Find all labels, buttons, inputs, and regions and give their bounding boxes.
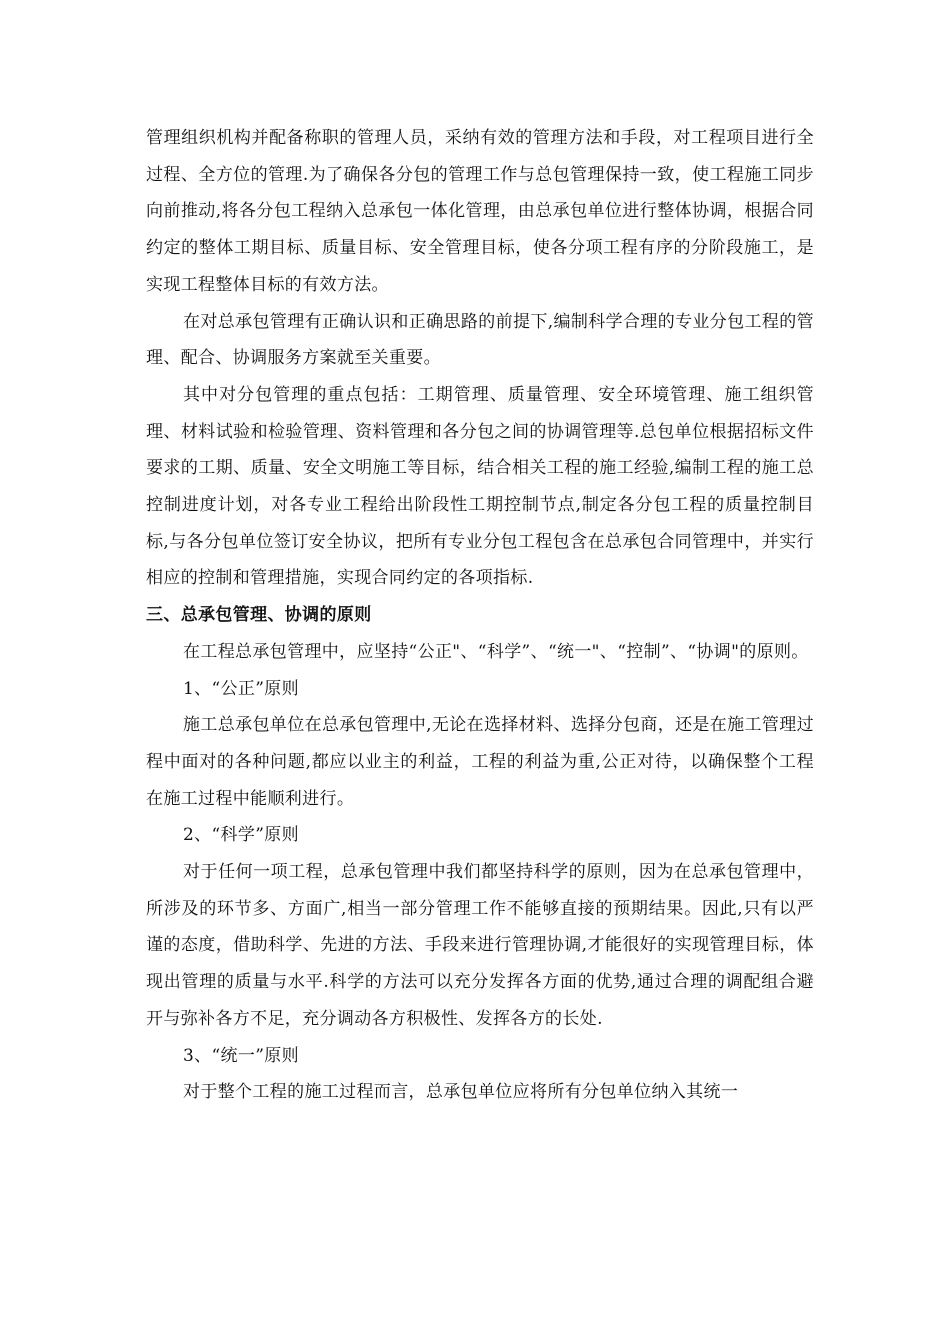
subheading-unity-principle: 3、“统一”原则 — [183, 1045, 299, 1066]
paragraph-management-organization: 管理组织机构并配备称职的管理人员，采纳有效的管理方法和手段，对工程项目进行全过程、全方位的管理.为了确保各分包的管理工作与总包管理保持一致，使工程施工同步向前推动,将各分包工程纳入总承包一体化管理，由总承包单位进行整体协调，根据合同约定的整体工期目标、质量目标、安全管理目标，使各分项工程有序的分阶段施工，是实现工程整体目标的有效方法。 — [146, 128, 814, 295]
paragraph-science: 对于任何一项工程，总承包管理中我们都坚持科学的原则，因为在总承包管理中，所涉及的环节多、方面广,相当一部分管理工作不能够直接的预期结果。因此,只有以严谨的态度，借助科学、先进的方法、手段来进行管理协调,才能很好的实现管理目标，体现出管理的质量与水平.科学的方法可以充分发挥各方面的优势,通过合理的调配组合避开与弥补各方不足，充分调动各方积极性、发挥各方的长处. — [146, 862, 814, 1029]
paragraph-principles-intro: 在工程总承包管理中，应坚持“公正"、“科学”、“统一"、“控制”、“协调"的原则。 — [183, 641, 809, 662]
paragraph-subcontract-key-points: 其中对分包管理的重点包括：工期管理、质量管理、安全环境管理、施工组织管理、材料试验和检验管理、资料管理和各分包之间的协调管理等.总包单位根据招标文件要求的工期、质量、安全文明施工等目标，结合相关工程的施工经验,编制工程的施工总控制进度计划，对各专业工程给出阶段性工期控制节点,制定各分包工程的质量控制目标,与各分包单位签订安全协议，把所有专业分包工程包含在总承包合同管理中，并实行相应的控制和管理措施，实现合同约定的各项指标. — [146, 384, 814, 589]
subheading-science-principle: 2、“科学”原则 — [183, 825, 299, 846]
section-heading-principles: 三、总承包管理、协调的原则 — [146, 605, 372, 626]
subheading-fairness-principle: 1、“公正”原则 — [183, 678, 299, 699]
paragraph-service-plan: 在对总承包管理有正确认识和正确思路的前提下,编制科学合理的专业分包工程的管理、配合、协调服务方案就至关重要。 — [146, 311, 814, 369]
document-body — [146, 120, 814, 1111]
paragraph-fairness: 施工总承包单位在总承包管理中,无论在选择材料、选择分包商，还是在施工管理过程中面对的各种问题,都应以业主的利益，工程的利益为重,公正对待，以确保整个工程在施工过程中能顺利进行。 — [146, 715, 814, 809]
paragraph-unity: 对于整个工程的施工过程而言，总承包单位应将所有分包单位纳入其统一 — [183, 1082, 739, 1103]
